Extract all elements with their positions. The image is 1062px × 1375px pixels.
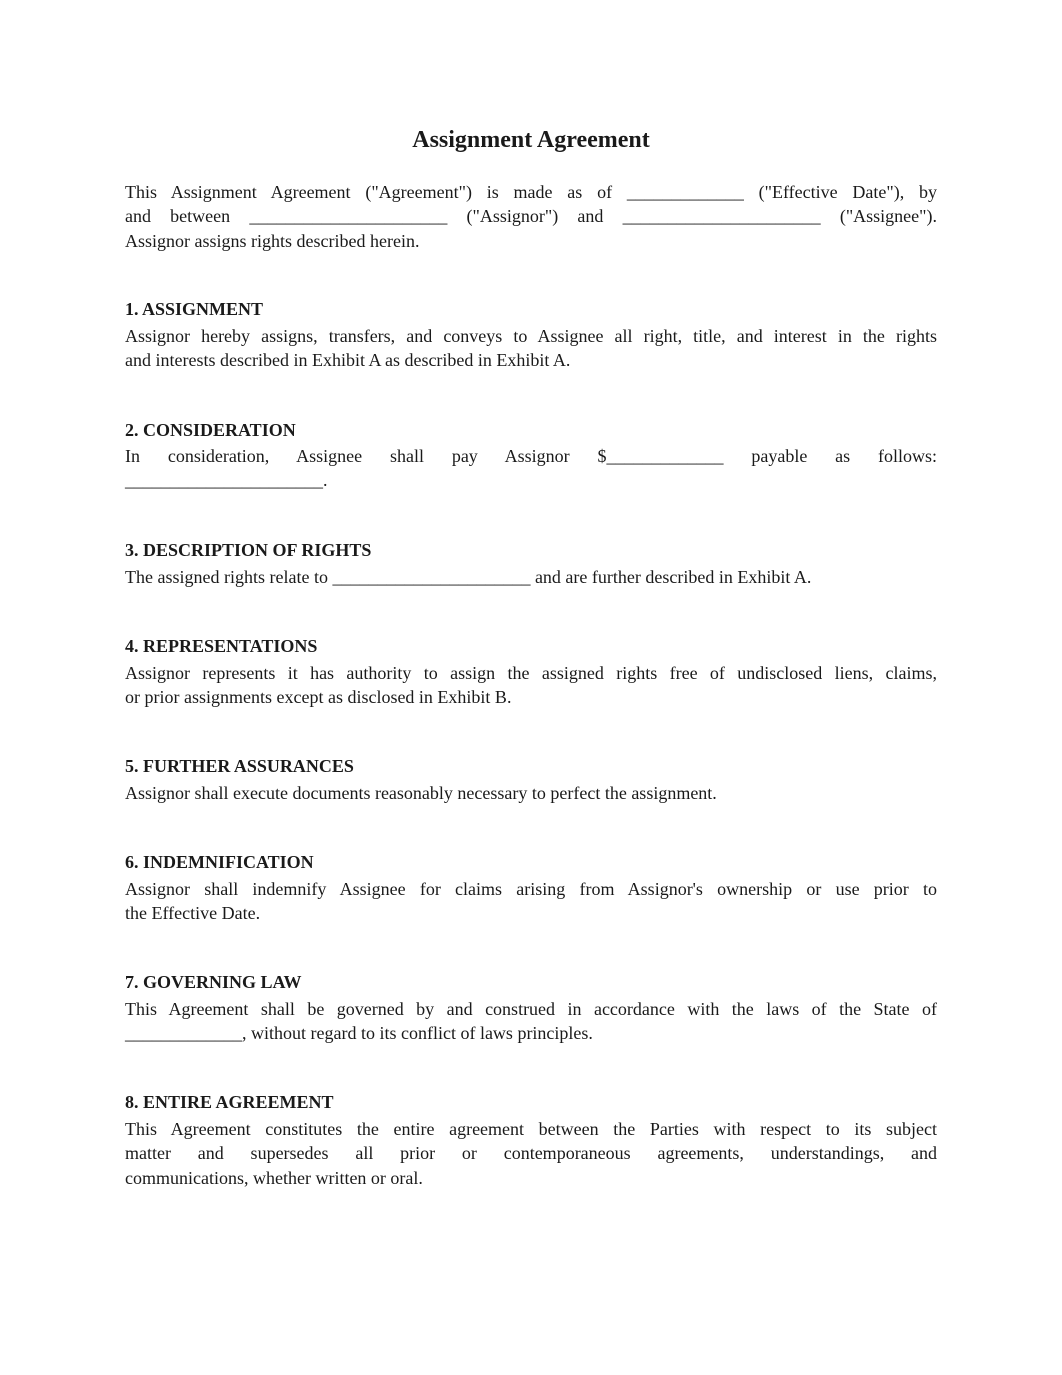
section-body-entire-agreement	[125, 1117, 937, 1190]
section-heading-governing-law: 7. GOVERNING LAW	[125, 972, 302, 992]
section-line: ______________________.	[125, 470, 328, 491]
section-body-assignment	[125, 324, 937, 373]
section-heading-indemnification: 6. INDEMNIFICATION	[125, 852, 314, 872]
intro-paragraph	[125, 180, 937, 253]
section-heading-assignment: 1. ASSIGNMENT	[125, 299, 264, 319]
section-body-description-of-rights	[125, 565, 937, 589]
section-line: In consideration, Assignee shall pay Assignor $_____________ payable as follows:	[125, 446, 937, 466]
section-heading-further-assurances: 5. FURTHER ASSURANCES	[125, 756, 354, 776]
section-line: matter and supersedes all prior or contemporaneous agreements, understandings, and	[125, 1143, 937, 1164]
section-line: This Agreement constitutes the entire agreement between the Parties with respect to its subject	[125, 1119, 937, 1139]
section-heading-entire-agreement: 8. ENTIRE AGREEMENT	[125, 1092, 334, 1112]
section-line: Assignor hereby assigns, transfers, and conveys to Assignee all right, title, and interest in the rights	[125, 326, 937, 346]
section-body-governing-law	[125, 997, 937, 1046]
intro-line: This Assignment Agreement ("Agreement") is made as of _____________ ("Effective Date"), by	[125, 182, 937, 202]
section-line: This Agreement shall be governed by and construed in accordance with the laws of the State of	[125, 999, 937, 1019]
section-line: _____________, without regard to its conflict of laws principles.	[125, 1023, 593, 1044]
section-heading-representations: 4. REPRESENTATIONS	[125, 636, 318, 656]
section-line: and interests described in Exhibit A as described in Exhibit A.	[125, 350, 571, 371]
section-body-consideration	[125, 444, 937, 493]
intro-line: Assignor assigns rights described herein.	[125, 230, 420, 251]
section-line: communications, whether written or oral.	[125, 1167, 423, 1188]
section-line: Assignor shall execute documents reasonably necessary to perfect the assignment.	[125, 783, 717, 803]
document-title: Assignment Agreement	[412, 127, 650, 153]
section-heading-consideration: 2. CONSIDERATION	[125, 420, 296, 440]
section-line: Assignor represents it has authority to assign the assigned rights free of undisclosed liens, claims,	[125, 663, 937, 683]
section-line: the Effective Date.	[125, 903, 261, 924]
section-line: or prior assignments except as disclosed in Exhibit B.	[125, 687, 512, 708]
intro-line: and between ______________________ ("Assignor") and ______________________ ("Assignee").	[125, 206, 937, 227]
section-heading-description-of-rights: 3. DESCRIPTION OF RIGHTS	[125, 540, 372, 560]
section-body-representations	[125, 661, 937, 710]
section-body-indemnification	[125, 877, 937, 926]
section-line: The assigned rights relate to ______________________ and are further described in Exhibit A.	[125, 567, 812, 587]
section-line: Assignor shall indemnify Assignee for claims arising from Assignor's ownership or use prior to	[125, 879, 937, 899]
section-body-further-assurances	[125, 781, 937, 805]
